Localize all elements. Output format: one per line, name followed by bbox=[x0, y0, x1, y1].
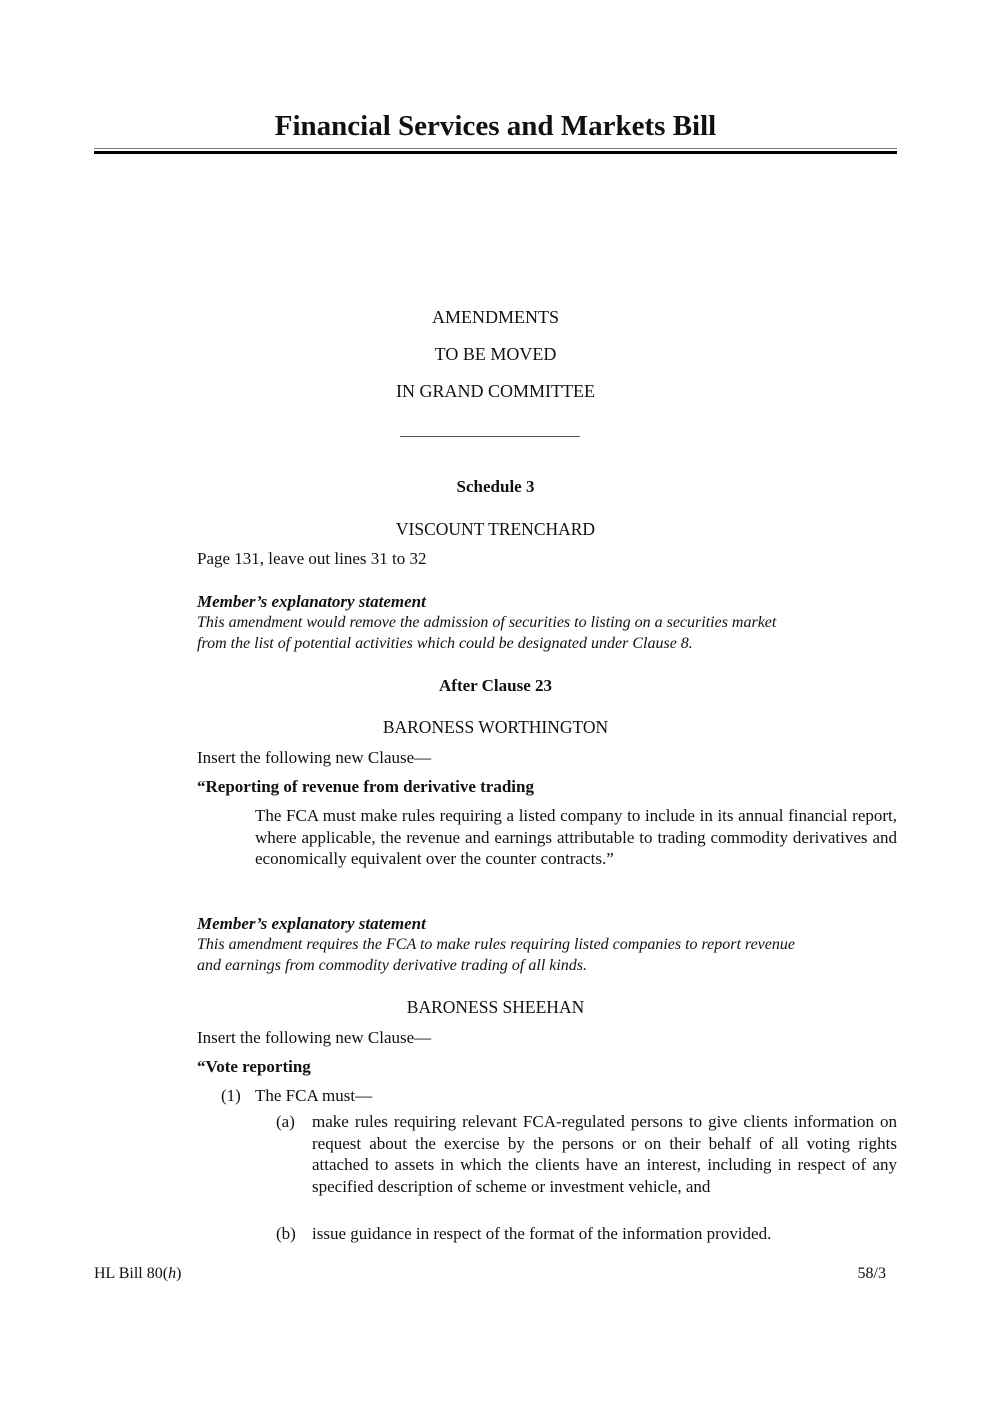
explanatory-statement bbox=[197, 934, 795, 976]
subsection-text: The FCA must— bbox=[255, 1086, 373, 1105]
explanatory-line: This amendment would remove the admission of securities to listing on a securities market bbox=[197, 614, 777, 631]
heading-line-1: AMENDMENTS bbox=[431, 307, 559, 327]
explanatory-label: Member’s explanatory statement bbox=[197, 914, 426, 933]
explanatory-line: and earnings from commodity derivative trading of all kinds. bbox=[197, 957, 588, 974]
member-name: BARONESS WORTHINGTON bbox=[382, 717, 609, 737]
clause-body: The FCA must make rules requiring a listed company to include in its annual financial report, where applicable, the revenue and earnings attributable to trading commodity derivatives and economically equivalent over the counter contracts.” bbox=[255, 806, 897, 869]
section-heading-schedule-3: Schedule 3 bbox=[456, 477, 535, 496]
member-name: VISCOUNT TRENCHARD bbox=[395, 519, 596, 539]
amendment-instruction: Page 131, leave out lines 31 to 32 bbox=[197, 549, 427, 568]
title-rule-thin bbox=[94, 148, 897, 149]
heading-line-2: TO BE MOVED bbox=[434, 344, 557, 364]
explanatory-label: Member’s explanatory statement bbox=[197, 592, 426, 611]
bill-reference bbox=[94, 1264, 181, 1284]
bill-ref-prefix: HL Bill 80( bbox=[94, 1265, 169, 1282]
subsection-number: (1) bbox=[221, 1086, 241, 1105]
explanatory-line: This amendment requires the FCA to make rules requiring listed companies to report revenue bbox=[197, 936, 795, 953]
clause-title: “Vote reporting bbox=[197, 1057, 311, 1076]
paragraph-label: (a) bbox=[276, 1112, 295, 1131]
clause-title: “Reporting of revenue from derivative trading bbox=[197, 777, 534, 796]
paragraph-label: (b) bbox=[276, 1224, 296, 1243]
amendment-instruction: Insert the following new Clause— bbox=[197, 1028, 432, 1047]
heading-line-3: IN GRAND COMMITTEE bbox=[396, 381, 595, 401]
bill-ref-suffix: ) bbox=[176, 1265, 182, 1282]
bill-ref-italic: h bbox=[168, 1265, 177, 1282]
heading-divider bbox=[400, 436, 580, 437]
title-rule-thick bbox=[94, 151, 897, 154]
document-title: Financial Services and Markets Bill bbox=[274, 110, 717, 142]
member-name: BARONESS SHEEHAN bbox=[406, 997, 585, 1017]
explanatory-line: from the list of potential activities which could be designated under Clause 8. bbox=[197, 635, 693, 652]
amendment-instruction: Insert the following new Clause— bbox=[197, 748, 432, 767]
paragraph-text: make rules requiring relevant FCA-regulated persons to give clients information on request about the exercise by the persons or on their behalf of all voting rights attached to assets in which the clients have an interest, including in respect of any specified description of scheme or investment vehicle, and bbox=[312, 1112, 897, 1197]
explanatory-statement bbox=[197, 612, 776, 654]
page-reference: 58/3 bbox=[857, 1265, 886, 1282]
paragraph-text: issue guidance in respect of the format of the information provided. bbox=[312, 1224, 772, 1243]
section-heading-after-clause-23: After Clause 23 bbox=[439, 676, 552, 695]
